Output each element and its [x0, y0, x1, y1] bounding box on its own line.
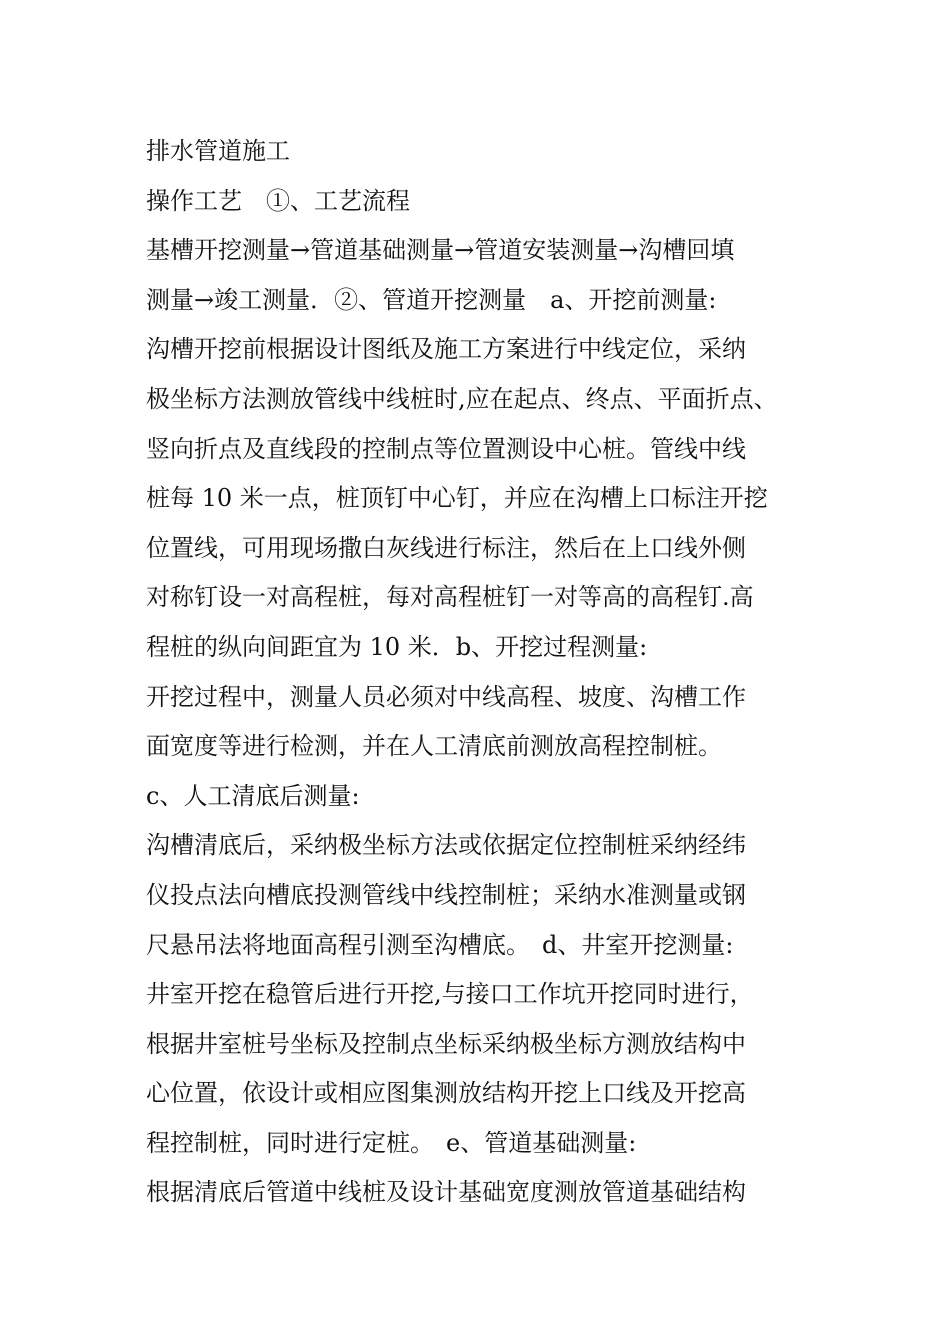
text-line: 操作工艺 ①、工艺流程 — [146, 186, 410, 215]
text-line: 程桩的纵向间距宜为 10 米．b、开挖过程测量: — [146, 632, 648, 661]
text-line: 面宽度等进行检测，并在人工清底前测放高程控制桩。 — [146, 732, 722, 761]
text-line: 井室开挖在稳管后进行开挖,与接口工作坑开挖同时进行， — [146, 980, 754, 1009]
text-line: 测量→竣工测量．②、管道开挖测量 a、开挖前测量: — [146, 285, 717, 314]
text-line: 根据井室桩号坐标及控制点坐标采纳极坐标方测放结构中 — [146, 1029, 746, 1058]
text-line: 基槽开挖测量→管道基础测量→管道安装测量→沟槽回填 — [146, 236, 735, 265]
text-line: 极坐标方法测放管线中线桩时,应在起点、终点、平面折点、 — [146, 384, 778, 413]
body-text — [146, 127, 826, 1218]
text-line: 桩每 10 米一点，桩顶钉中心钉，并应在沟槽上口标注开挖 — [146, 484, 768, 513]
text-line: c、人工清底后测量: — [146, 781, 360, 810]
text-line: 竖向折点及直线段的控制点等位置测设中心桩。管线中线 — [146, 434, 746, 463]
document-title: 排水管道施工 — [146, 137, 290, 165]
text-line: 位置线，可用现场撒白灰线进行标注，然后在上口线外侧 — [146, 533, 746, 562]
text-line: 开挖过程中，测量人员必须对中线高程、坡度、沟槽工作 — [146, 682, 746, 711]
text-line: 程控制桩，同时进行定桩。 e、管道基础测量: — [146, 1128, 637, 1157]
text-line: 根据清底后管道中线桩及设计基础宽度测放管道基础结构 — [146, 1178, 746, 1207]
text-line: 心位置，依设计或相应图集测放结构开挖上口线及开挖高 — [146, 1079, 746, 1108]
text-line: 沟槽开挖前根据设计图纸及施工方案进行中线定位，采纳 — [146, 335, 746, 364]
text-line: 尺悬吊法将地面高程引测至沟槽底。 d、井室开挖测量: — [146, 930, 734, 959]
text-line: 对称钉设一对高程桩，每对高程桩钉一对等高的高程钉.高 — [146, 583, 754, 612]
text-line: 沟槽清底后，采纳极坐标方法或依据定位控制桩采纳经纬 — [146, 831, 746, 860]
text-line: 仪投点法向槽底投测管线中线控制桩；采纳水准测量或钢 — [146, 880, 746, 909]
